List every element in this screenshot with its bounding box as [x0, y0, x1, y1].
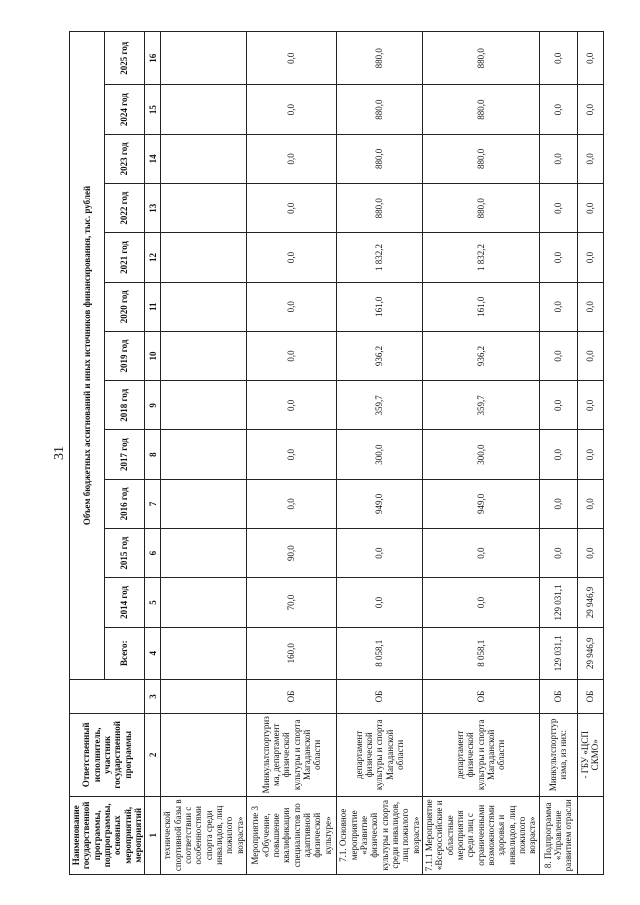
row-source — [161, 679, 247, 713]
row-value: 880,0 — [337, 85, 423, 134]
table-row — [161, 32, 247, 875]
header-funding-group: Объем бюджетных ассигнований и иных источников финансирования, тыс. рублей — [70, 32, 105, 680]
row-value: 0,0 — [577, 134, 603, 183]
row-value: 70,0 — [247, 578, 337, 627]
row-value: 880,0 — [337, 32, 423, 85]
row-value: 90,0 — [247, 529, 337, 578]
header-total: Всего: — [104, 627, 145, 679]
column-index: 5 — [145, 578, 161, 627]
row-value: 880,0 — [422, 85, 539, 134]
row-value — [161, 32, 247, 85]
row-executor — [161, 714, 247, 796]
table-row — [337, 32, 423, 875]
row-value: 359,7 — [337, 381, 423, 430]
row-total: 160,0 — [247, 627, 337, 679]
row-source: ОБ — [247, 679, 337, 713]
row-value: 0,0 — [577, 184, 603, 233]
column-index: 8 — [145, 430, 161, 479]
row-value — [161, 282, 247, 331]
table-row — [539, 32, 577, 875]
row-value: 29 946,9 — [577, 578, 603, 627]
row-value — [161, 479, 247, 528]
row-value: 949,0 — [422, 479, 539, 528]
row-value: 0,0 — [422, 578, 539, 627]
row-value — [161, 134, 247, 183]
row-value: 0,0 — [539, 529, 577, 578]
column-index: 1 — [145, 796, 161, 874]
row-value — [161, 184, 247, 233]
column-index: 7 — [145, 479, 161, 528]
column-index: 13 — [145, 184, 161, 233]
table-row — [422, 32, 539, 875]
row-value: 0,0 — [247, 32, 337, 85]
column-index-row — [145, 32, 161, 875]
row-total: 29 946,9 — [577, 627, 603, 679]
row-value: 161,0 — [337, 282, 423, 331]
row-value: 0,0 — [539, 331, 577, 380]
row-value — [161, 430, 247, 479]
row-total: 8 058,1 — [422, 627, 539, 679]
row-total: 129 031,1 — [539, 627, 577, 679]
row-executor: Минкультспортуризма, департамент физической культуры и спорта Магаданской области — [247, 714, 337, 796]
row-executor: департамент физической культуры и спорта Магаданской области — [337, 714, 423, 796]
column-index: 6 — [145, 529, 161, 578]
row-value: 0,0 — [247, 134, 337, 183]
row-value: 0,0 — [247, 331, 337, 380]
row-value — [161, 381, 247, 430]
row-value: 0,0 — [247, 233, 337, 282]
row-value: 0,0 — [577, 282, 603, 331]
header-executor: Ответственный исполнитель, участник государственной программы — [70, 714, 145, 796]
header-source — [70, 679, 145, 713]
row-value: 0,0 — [539, 184, 577, 233]
header-year: 2017 год — [104, 430, 145, 479]
row-value: 0,0 — [247, 479, 337, 528]
header-year: 2021 год — [104, 233, 145, 282]
header-year: 2022 год — [104, 184, 145, 233]
column-index: 4 — [145, 627, 161, 679]
row-value: 1 832,2 — [337, 233, 423, 282]
row-value: 0,0 — [539, 233, 577, 282]
table-row — [577, 32, 603, 875]
column-index: 14 — [145, 134, 161, 183]
row-name: 7.1. Основное мероприятие «Развитие физической культуры и спорта среди инвалидов, лиц пожилого возраста» — [337, 796, 423, 874]
row-value: 1 832,2 — [422, 233, 539, 282]
row-value: 0,0 — [247, 184, 337, 233]
row-executor: департамент физической культуры и спорта Магаданской области — [422, 714, 539, 796]
row-value: 359,7 — [422, 381, 539, 430]
row-value: 0,0 — [539, 430, 577, 479]
header-year: 2019 год — [104, 331, 145, 380]
row-value: 0,0 — [539, 381, 577, 430]
row-executor: - ГБУ «ЦСП СКМО» — [577, 714, 603, 796]
row-value: 0,0 — [337, 578, 423, 627]
row-total: 8 058,1 — [337, 627, 423, 679]
column-index: 12 — [145, 233, 161, 282]
row-value: 880,0 — [337, 184, 423, 233]
row-value: 880,0 — [337, 134, 423, 183]
row-value: 0,0 — [577, 331, 603, 380]
column-index: 10 — [145, 331, 161, 380]
row-value: 0,0 — [577, 32, 603, 85]
row-value — [161, 233, 247, 282]
column-index: 3 — [145, 679, 161, 713]
page-number: 31 — [52, 446, 67, 460]
row-value — [161, 578, 247, 627]
column-index: 9 — [145, 381, 161, 430]
row-value: 880,0 — [422, 32, 539, 85]
row-value: 0,0 — [539, 85, 577, 134]
row-value: 0,0 — [422, 529, 539, 578]
row-value: 0,0 — [577, 85, 603, 134]
row-value: 880,0 — [422, 134, 539, 183]
row-value — [161, 331, 247, 380]
column-index: 15 — [145, 85, 161, 134]
row-source: ОБ — [539, 679, 577, 713]
header-year: 2025 год — [104, 32, 145, 85]
row-value: 936,2 — [337, 331, 423, 380]
row-value: 0,0 — [577, 381, 603, 430]
row-name: Мероприятие 3 «Обучение, повышение квалификации специалистов по адаптивной физической культуре» — [247, 796, 337, 874]
row-value — [161, 85, 247, 134]
row-value: 0,0 — [337, 529, 423, 578]
row-value: 161,0 — [422, 282, 539, 331]
row-value: 0,0 — [539, 282, 577, 331]
row-value: 0,0 — [247, 430, 337, 479]
column-index: 16 — [145, 32, 161, 85]
row-value: 0,0 — [577, 430, 603, 479]
row-value — [161, 529, 247, 578]
row-source: ОБ — [422, 679, 539, 713]
header-year: 2024 год — [104, 85, 145, 134]
row-value: 0,0 — [577, 233, 603, 282]
row-value: 300,0 — [337, 430, 423, 479]
row-value: 0,0 — [539, 134, 577, 183]
row-value: 0,0 — [577, 479, 603, 528]
row-source: ОБ — [337, 679, 423, 713]
table-row — [247, 32, 337, 875]
row-value: 0,0 — [247, 282, 337, 331]
row-value: 129 031,1 — [539, 578, 577, 627]
header-year: 2020 год — [104, 282, 145, 331]
row-name: 7.1.1 Мероприятие «Всероссийские и областные мероприятия среди лиц с ограниченными возможностями здоровья и инвалидов, лиц пожилого возраста» — [422, 796, 539, 874]
row-value: 0,0 — [539, 32, 577, 85]
row-value: 0,0 — [577, 529, 603, 578]
header-year: 2014 год — [104, 578, 145, 627]
row-value: 949,0 — [337, 479, 423, 528]
header-year: 2018 год — [104, 381, 145, 430]
header-name: Наименование государственной программы, подпрограммы, основных мероприятий, мероприятий — [70, 796, 145, 874]
row-value: 880,0 — [422, 184, 539, 233]
header-year: 2016 год — [104, 479, 145, 528]
row-value: 0,0 — [247, 85, 337, 134]
header-year: 2023 год — [104, 134, 145, 183]
row-value: 0,0 — [539, 479, 577, 528]
row-value: 936,2 — [422, 331, 539, 380]
rotated-page-content — [69, 31, 601, 875]
row-value: 0,0 — [247, 381, 337, 430]
row-value: 300,0 — [422, 430, 539, 479]
budget-table — [69, 31, 604, 875]
row-total — [161, 627, 247, 679]
row-source: ОБ — [577, 679, 603, 713]
row-name — [577, 796, 603, 874]
row-name: технической спортивной базы в соответствии с особенностями спорта среди инвалидов, лиц пожилого возраста» — [161, 796, 247, 874]
column-index: 2 — [145, 714, 161, 796]
column-index: 11 — [145, 282, 161, 331]
row-name: 8. Подпрограмма «Управление развитием отрасли — [539, 796, 577, 874]
header-year: 2015 год — [104, 529, 145, 578]
row-executor: Минкультспорттуризма, из них: — [539, 714, 577, 796]
